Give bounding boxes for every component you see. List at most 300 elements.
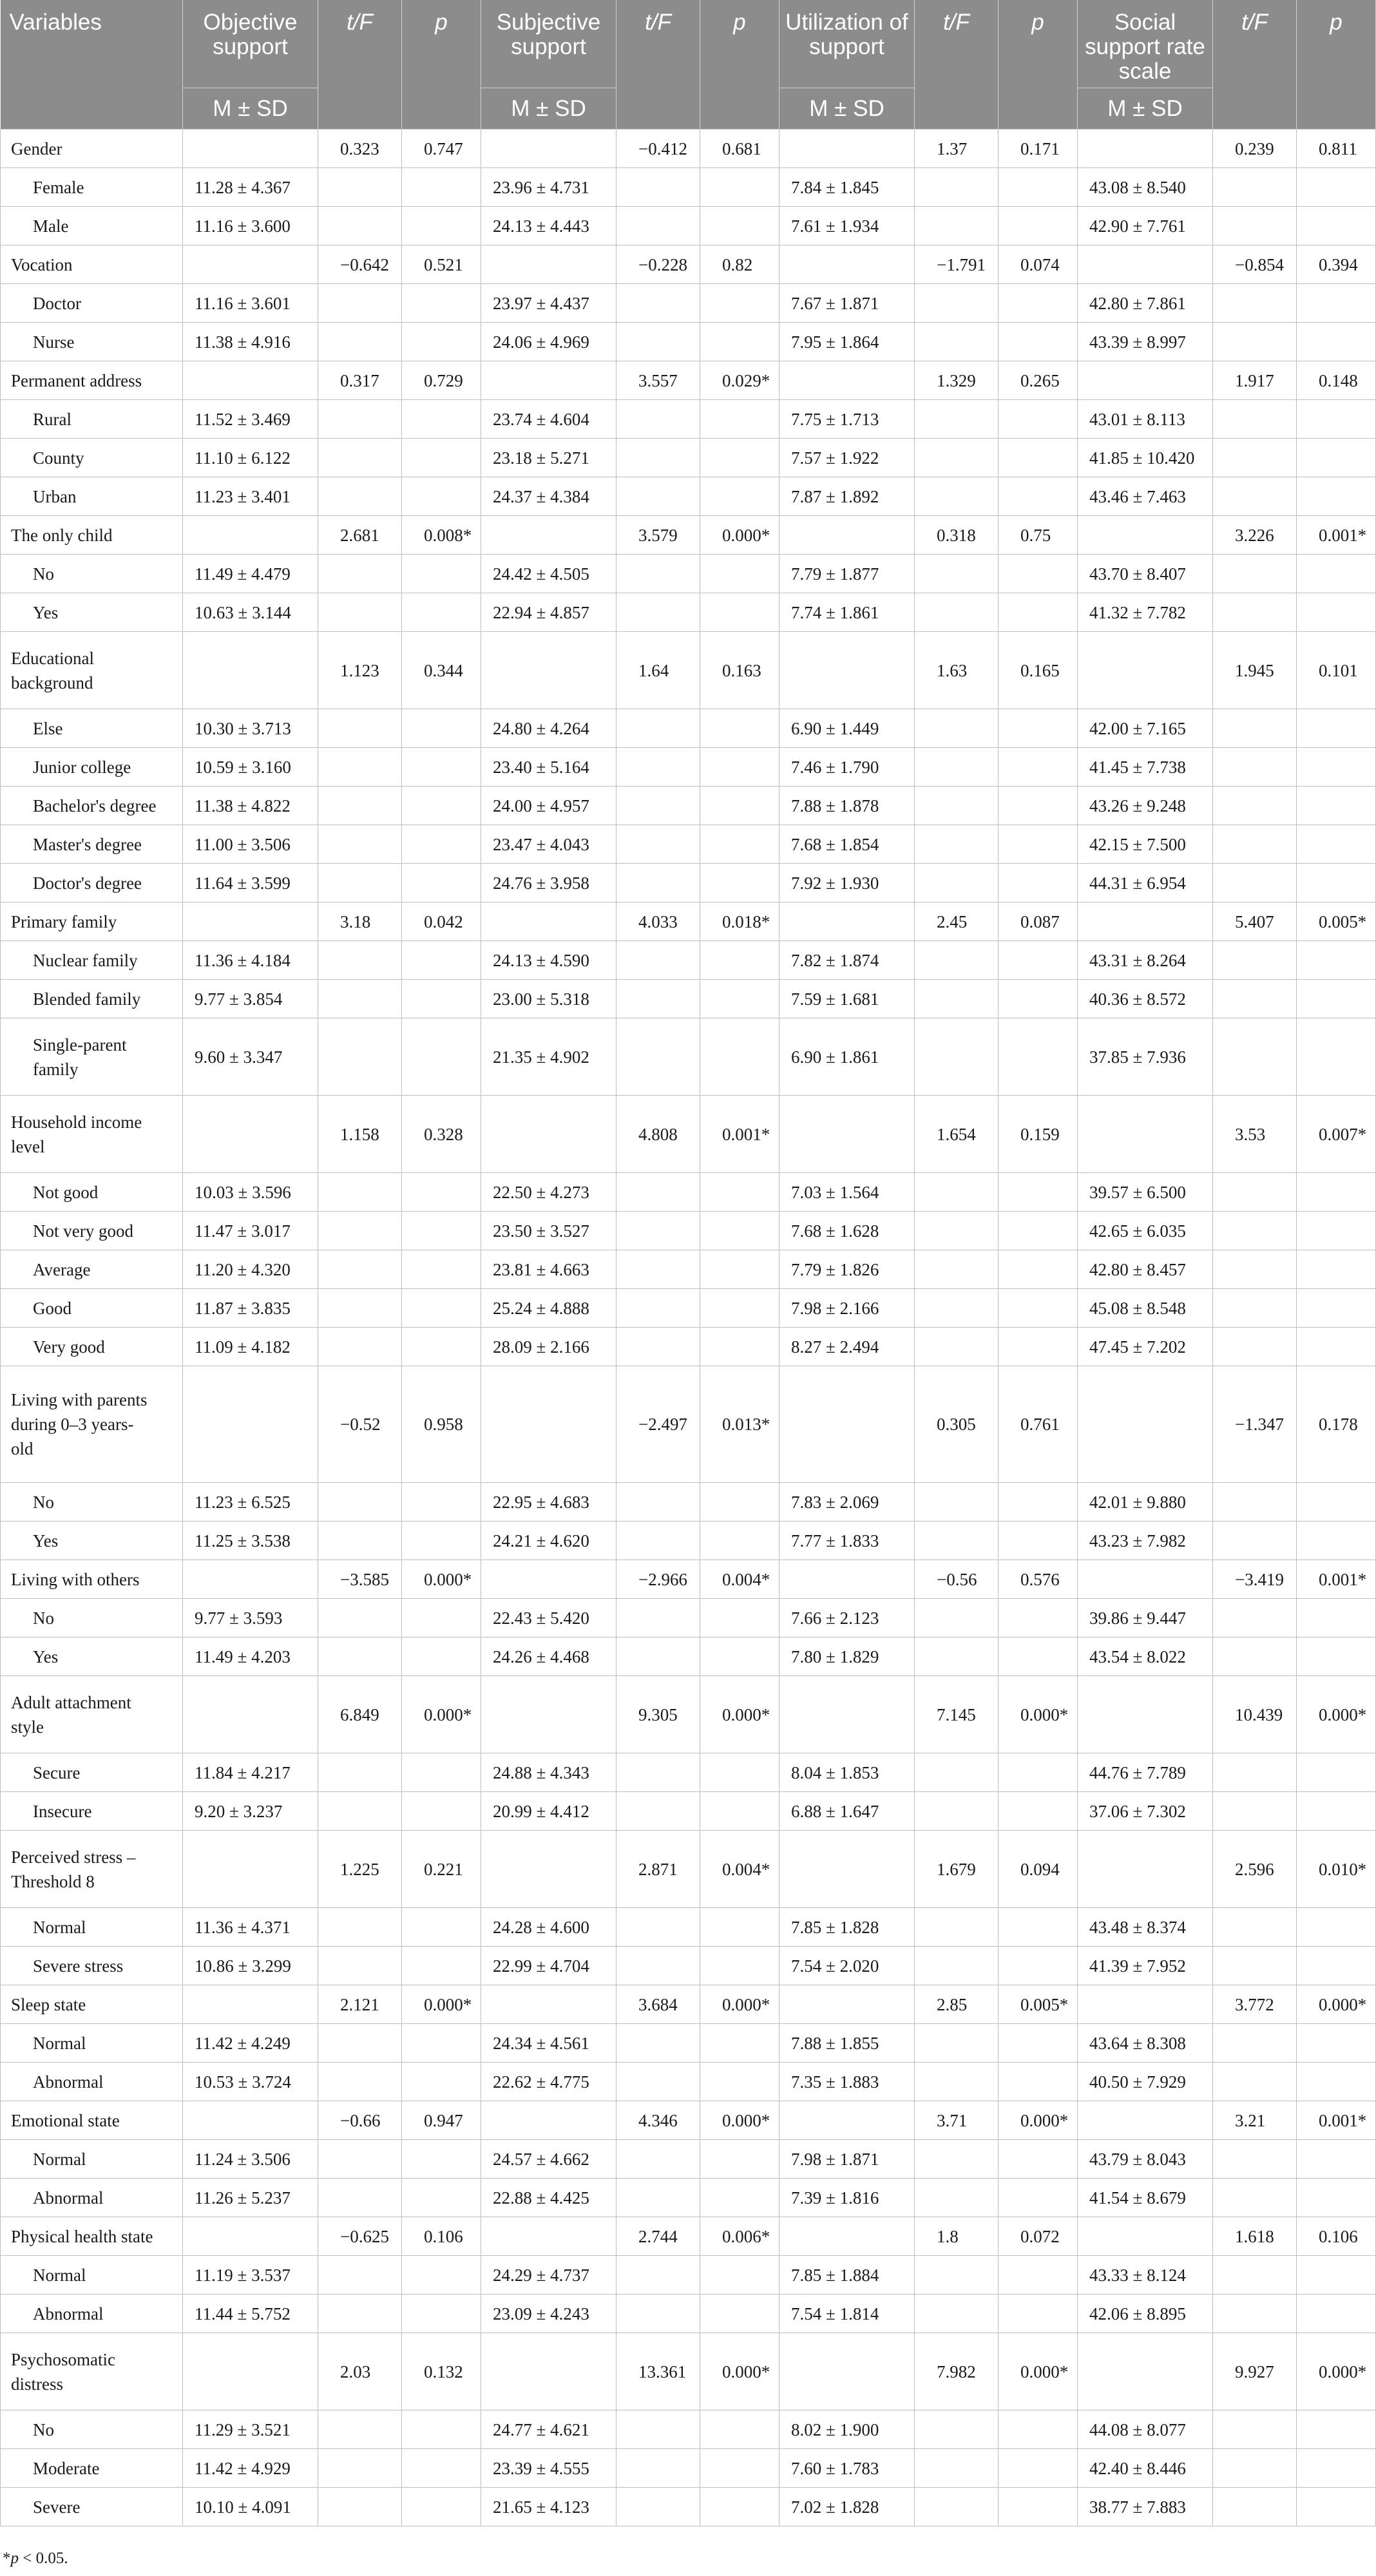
variable-cell: Severe <box>1 2488 183 2526</box>
utilization-msd-cell: 7.61 ± 1.934 <box>779 207 915 245</box>
subjective-tf-cell: −2.497 <box>616 1366 700 1483</box>
social-tf-cell <box>1213 864 1297 902</box>
subjective-p-cell: 0.82 <box>700 245 779 284</box>
social-p-cell <box>1297 593 1376 632</box>
objective-p-cell <box>402 168 481 207</box>
subjective-p-cell <box>700 1908 779 1947</box>
social-msd-cell: 44.08 ± 8.077 <box>1078 2410 1213 2449</box>
social-p-cell <box>1297 323 1376 361</box>
table-header <box>1 0 1376 129</box>
utilization-msd-cell: 7.75 ± 1.713 <box>779 400 915 439</box>
table-row-subgroup <box>1 207 1376 245</box>
utilization-tf-cell <box>915 2024 999 2063</box>
table-row-subgroup <box>1 1173 1376 1212</box>
utilization-p-cell: 0.265 <box>999 361 1078 400</box>
social-tf-cell <box>1213 2256 1297 2295</box>
objective-tf-cell <box>318 1173 402 1212</box>
subjective-p-cell <box>700 2063 779 2101</box>
table-row-group <box>1 1096 1376 1173</box>
header-p-social: p <box>1297 0 1376 129</box>
objective-msd-cell: 11.24 ± 3.506 <box>183 2140 318 2179</box>
objective-tf-cell <box>318 2256 402 2295</box>
utilization-msd-cell: 7.74 ± 1.861 <box>779 593 915 632</box>
variable-cell: Bachelor's degree <box>1 787 183 825</box>
social-p-cell <box>1297 2024 1376 2063</box>
variable-cell: Nurse <box>1 323 183 361</box>
objective-tf-cell <box>318 2449 402 2488</box>
utilization-p-cell: 0.159 <box>999 1096 1078 1173</box>
objective-msd-cell: 10.53 ± 3.724 <box>183 2063 318 2101</box>
subjective-p-cell <box>700 787 779 825</box>
objective-p-cell: 0.344 <box>402 632 481 709</box>
variable-cell: Primary family <box>1 902 183 941</box>
utilization-p-cell <box>999 1792 1078 1831</box>
subjective-p-cell <box>700 323 779 361</box>
subjective-p-cell <box>700 1947 779 1985</box>
subjective-msd-cell: 23.74 ± 4.604 <box>481 400 616 439</box>
objective-msd-cell <box>183 632 318 709</box>
objective-tf-cell <box>318 2140 402 2179</box>
variable-cell: Household income level <box>1 1096 183 1173</box>
table-row-group <box>1 632 1376 709</box>
variable-cell: Secure <box>1 1753 183 1792</box>
subjective-tf-cell <box>616 709 700 748</box>
social-p-cell <box>1297 555 1376 593</box>
variable-cell: Vocation <box>1 245 183 284</box>
utilization-msd-cell: 7.79 ± 1.826 <box>779 1250 915 1289</box>
objective-tf-cell: 1.123 <box>318 632 402 709</box>
social-tf-cell <box>1213 1947 1297 1985</box>
subjective-msd-cell <box>481 1560 616 1599</box>
utilization-msd-cell: 7.46 ± 1.790 <box>779 748 915 787</box>
social-msd-cell <box>1078 632 1213 709</box>
subjective-tf-cell <box>616 284 700 323</box>
table-row-subgroup <box>1 2256 1376 2295</box>
subjective-tf-cell <box>616 1637 700 1676</box>
table-row-subgroup <box>1 2449 1376 2488</box>
objective-msd-cell: 11.42 ± 4.249 <box>183 2024 318 2063</box>
subjective-p-cell <box>700 1018 779 1096</box>
subjective-tf-cell <box>616 825 700 864</box>
subjective-msd-cell <box>481 902 616 941</box>
objective-tf-cell <box>318 1908 402 1947</box>
footnote-text: < 0.05. <box>19 2550 68 2567</box>
utilization-msd-cell <box>779 245 915 284</box>
table-row-subgroup <box>1 2488 1376 2526</box>
subjective-msd-cell: 24.13 ± 4.443 <box>481 207 616 245</box>
objective-p-cell: 0.521 <box>402 245 481 284</box>
variable-cell: Adult attachment style <box>1 1676 183 1753</box>
subjective-p-cell <box>700 593 779 632</box>
utilization-msd-cell: 7.87 ± 1.892 <box>779 477 915 516</box>
variable-cell: Not very good <box>1 1212 183 1250</box>
objective-tf-cell <box>318 284 402 323</box>
social-tf-cell <box>1213 748 1297 787</box>
utilization-msd-cell: 8.02 ± 1.900 <box>779 2410 915 2449</box>
social-msd-cell <box>1078 1831 1213 1908</box>
subjective-msd-cell <box>481 1366 616 1483</box>
utilization-tf-cell <box>915 748 999 787</box>
social-tf-cell <box>1213 168 1297 207</box>
social-msd-cell: 39.57 ± 6.500 <box>1078 1173 1213 1212</box>
objective-msd-cell: 9.60 ± 3.347 <box>183 1018 318 1096</box>
social-tf-cell: 10.439 <box>1213 1676 1297 1753</box>
objective-p-cell <box>402 980 481 1018</box>
social-tf-cell <box>1213 555 1297 593</box>
utilization-msd-cell: 7.92 ± 1.930 <box>779 864 915 902</box>
subjective-p-cell <box>700 1753 779 1792</box>
utilization-msd-cell <box>779 361 915 400</box>
social-p-cell <box>1297 1212 1376 1250</box>
subjective-tf-cell <box>616 1947 700 1985</box>
social-p-cell: 0.000* <box>1297 1676 1376 1753</box>
utilization-msd-cell: 7.85 ± 1.884 <box>779 2256 915 2295</box>
utilization-msd-cell: 7.54 ± 2.020 <box>779 1947 915 1985</box>
utilization-tf-cell <box>915 1250 999 1289</box>
subjective-p-cell <box>700 2295 779 2333</box>
social-msd-cell: 37.06 ± 7.302 <box>1078 1792 1213 1831</box>
objective-p-cell: 0.000* <box>402 1676 481 1753</box>
variable-cell: Urban <box>1 477 183 516</box>
subjective-msd-cell: 22.88 ± 4.425 <box>481 2179 616 2217</box>
table-footnote <box>3 2550 68 2568</box>
objective-p-cell: 0.958 <box>402 1366 481 1483</box>
utilization-p-cell: 0.000* <box>999 2101 1078 2140</box>
table-row-subgroup <box>1 787 1376 825</box>
variable-cell: Blended family <box>1 980 183 1018</box>
objective-tf-cell <box>318 477 402 516</box>
utilization-p-cell: 0.072 <box>999 2217 1078 2256</box>
variable-cell: Very good <box>1 1328 183 1366</box>
utilization-tf-cell <box>915 709 999 748</box>
variable-cell: Rural <box>1 400 183 439</box>
variable-cell: Yes <box>1 593 183 632</box>
objective-msd-cell: 11.25 ± 3.538 <box>183 1522 318 1560</box>
objective-p-cell <box>402 400 481 439</box>
utilization-tf-cell <box>915 323 999 361</box>
subjective-msd-cell: 23.18 ± 5.271 <box>481 439 616 477</box>
objective-tf-cell: 2.121 <box>318 1985 402 2024</box>
subjective-tf-cell <box>616 439 700 477</box>
social-msd-cell: 43.01 ± 8.113 <box>1078 400 1213 439</box>
header-tf-utilization: t/F <box>915 0 999 129</box>
social-p-cell <box>1297 2256 1376 2295</box>
subjective-tf-cell <box>616 1212 700 1250</box>
subjective-tf-cell <box>616 1753 700 1792</box>
utilization-msd-cell <box>779 1985 915 2024</box>
table-row-group <box>1 902 1376 941</box>
objective-tf-cell <box>318 1792 402 1831</box>
subjective-msd-cell: 22.95 ± 4.683 <box>481 1483 616 1522</box>
social-p-cell <box>1297 1599 1376 1637</box>
utilization-tf-cell: 7.982 <box>915 2333 999 2410</box>
objective-tf-cell <box>318 825 402 864</box>
social-p-cell <box>1297 284 1376 323</box>
variable-cell: Abnormal <box>1 2063 183 2101</box>
objective-tf-cell: −0.642 <box>318 245 402 284</box>
objective-msd-cell: 11.16 ± 3.600 <box>183 207 318 245</box>
subjective-msd-cell <box>481 361 616 400</box>
table-row-subgroup <box>1 825 1376 864</box>
utilization-tf-cell: 1.37 <box>915 129 999 168</box>
variable-cell: Nuclear family <box>1 941 183 980</box>
subjective-p-cell <box>700 207 779 245</box>
social-msd-cell: 37.85 ± 7.936 <box>1078 1018 1213 1096</box>
objective-tf-cell: 0.323 <box>318 129 402 168</box>
social-tf-cell <box>1213 709 1297 748</box>
social-tf-cell <box>1213 477 1297 516</box>
subjective-tf-cell <box>616 1483 700 1522</box>
objective-tf-cell: 6.849 <box>318 1676 402 1753</box>
table-row-group <box>1 1366 1376 1483</box>
subjective-msd-cell <box>481 2101 616 2140</box>
objective-msd-cell: 10.10 ± 4.091 <box>183 2488 318 2526</box>
utilization-tf-cell: 1.8 <box>915 2217 999 2256</box>
subjective-tf-cell <box>616 1328 700 1366</box>
variable-cell: Average <box>1 1250 183 1289</box>
objective-p-cell <box>402 2488 481 2526</box>
utilization-msd-cell <box>779 1366 915 1483</box>
variable-cell: Good <box>1 1289 183 1328</box>
utilization-p-cell <box>999 1599 1078 1637</box>
utilization-msd-cell: 7.68 ± 1.628 <box>779 1212 915 1250</box>
utilization-p-cell <box>999 1328 1078 1366</box>
header-msd-objective: M ± SD <box>183 88 318 129</box>
social-p-cell <box>1297 439 1376 477</box>
subjective-tf-cell <box>616 1018 700 1096</box>
subjective-tf-cell: 3.557 <box>616 361 700 400</box>
objective-tf-cell <box>318 593 402 632</box>
utilization-tf-cell: 1.329 <box>915 361 999 400</box>
subjective-tf-cell <box>616 1522 700 1560</box>
subjective-msd-cell: 21.65 ± 4.123 <box>481 2488 616 2526</box>
objective-p-cell <box>402 2256 481 2295</box>
utilization-tf-cell: 3.71 <box>915 2101 999 2140</box>
social-tf-cell: −3.419 <box>1213 1560 1297 1599</box>
utilization-p-cell <box>999 2179 1078 2217</box>
objective-p-cell <box>402 1328 481 1366</box>
utilization-p-cell <box>999 323 1078 361</box>
objective-p-cell <box>402 1483 481 1522</box>
variable-cell: Moderate <box>1 2449 183 2488</box>
utilization-p-cell <box>999 2488 1078 2526</box>
objective-msd-cell <box>183 1831 318 1908</box>
utilization-p-cell: 0.761 <box>999 1366 1078 1483</box>
social-tf-cell <box>1213 284 1297 323</box>
subjective-msd-cell: 24.29 ± 4.737 <box>481 2256 616 2295</box>
utilization-p-cell <box>999 477 1078 516</box>
subjective-tf-cell <box>616 1908 700 1947</box>
objective-tf-cell <box>318 1250 402 1289</box>
subjective-tf-cell <box>616 2024 700 2063</box>
objective-msd-cell: 9.77 ± 3.854 <box>183 980 318 1018</box>
variable-cell: Else <box>1 709 183 748</box>
variable-cell: Sleep state <box>1 1985 183 2024</box>
objective-msd-cell: 11.49 ± 4.203 <box>183 1637 318 1676</box>
objective-p-cell: 0.132 <box>402 2333 481 2410</box>
objective-msd-cell: 11.52 ± 3.469 <box>183 400 318 439</box>
social-msd-cell <box>1078 2101 1213 2140</box>
utilization-tf-cell <box>915 168 999 207</box>
utilization-tf-cell <box>915 2295 999 2333</box>
social-msd-cell: 43.33 ± 8.124 <box>1078 2256 1213 2295</box>
objective-tf-cell <box>318 1599 402 1637</box>
utilization-p-cell <box>999 864 1078 902</box>
social-msd-cell <box>1078 902 1213 941</box>
subjective-p-cell: 0.000* <box>700 516 779 555</box>
social-msd-cell: 42.90 ± 7.761 <box>1078 207 1213 245</box>
variable-cell: Normal <box>1 2024 183 2063</box>
objective-p-cell <box>402 2063 481 2101</box>
objective-p-cell <box>402 1212 481 1250</box>
objective-tf-cell <box>318 748 402 787</box>
subjective-msd-cell: 23.81 ± 4.663 <box>481 1250 616 1289</box>
utilization-tf-cell <box>915 477 999 516</box>
table-row-group <box>1 2101 1376 2140</box>
utilization-p-cell <box>999 168 1078 207</box>
social-tf-cell <box>1213 2179 1297 2217</box>
utilization-tf-cell <box>915 825 999 864</box>
utilization-tf-cell <box>915 1522 999 1560</box>
objective-tf-cell <box>318 980 402 1018</box>
subjective-msd-cell: 24.26 ± 4.468 <box>481 1637 616 1676</box>
variable-cell: Living with parents during 0–3 years- old <box>1 1366 183 1483</box>
header-objective-support: Objective support <box>183 0 318 88</box>
social-tf-cell <box>1213 1599 1297 1637</box>
utilization-p-cell: 0.165 <box>999 632 1078 709</box>
subjective-p-cell <box>700 2449 779 2488</box>
utilization-tf-cell <box>915 2140 999 2179</box>
social-p-cell <box>1297 1637 1376 1676</box>
objective-msd-cell: 10.03 ± 3.596 <box>183 1173 318 1212</box>
subjective-tf-cell <box>616 787 700 825</box>
utilization-p-cell <box>999 207 1078 245</box>
variable-cell: Yes <box>1 1522 183 1560</box>
subjective-p-cell <box>700 1289 779 1328</box>
utilization-tf-cell <box>915 787 999 825</box>
objective-tf-cell <box>318 439 402 477</box>
variable-cell: Not good <box>1 1173 183 1212</box>
objective-p-cell <box>402 1289 481 1328</box>
subjective-msd-cell: 22.94 ± 4.857 <box>481 593 616 632</box>
subjective-msd-cell <box>481 245 616 284</box>
utilization-p-cell <box>999 2256 1078 2295</box>
table-row-subgroup <box>1 709 1376 748</box>
objective-msd-cell: 11.44 ± 5.752 <box>183 2295 318 2333</box>
objective-msd-cell: 11.49 ± 4.479 <box>183 555 318 593</box>
table-row-group <box>1 1560 1376 1599</box>
subjective-tf-cell: 3.579 <box>616 516 700 555</box>
social-p-cell: 0.005* <box>1297 902 1376 941</box>
variable-cell: The only child <box>1 516 183 555</box>
social-tf-cell: 1.618 <box>1213 2217 1297 2256</box>
social-msd-cell: 44.31 ± 6.954 <box>1078 864 1213 902</box>
social-msd-cell: 43.23 ± 7.982 <box>1078 1522 1213 1560</box>
subjective-p-cell <box>700 1173 779 1212</box>
objective-msd-cell: 11.28 ± 4.367 <box>183 168 318 207</box>
subjective-msd-cell <box>481 1831 616 1908</box>
utilization-p-cell <box>999 825 1078 864</box>
subjective-tf-cell <box>616 980 700 1018</box>
objective-p-cell <box>402 787 481 825</box>
subjective-p-cell <box>700 168 779 207</box>
table-row-subgroup <box>1 2140 1376 2179</box>
social-msd-cell <box>1078 1560 1213 1599</box>
objective-p-cell: 0.000* <box>402 1560 481 1599</box>
subjective-p-cell: 0.000* <box>700 1676 779 1753</box>
table-row-subgroup <box>1 1018 1376 1096</box>
objective-tf-cell: −0.52 <box>318 1366 402 1483</box>
social-p-cell: 0.000* <box>1297 2333 1376 2410</box>
social-msd-cell: 41.54 ± 8.679 <box>1078 2179 1213 2217</box>
utilization-tf-cell <box>915 400 999 439</box>
subjective-p-cell: 0.004* <box>700 1831 779 1908</box>
variable-cell: Doctor's degree <box>1 864 183 902</box>
objective-p-cell: 0.106 <box>402 2217 481 2256</box>
utilization-tf-cell: 7.145 <box>915 1676 999 1753</box>
utilization-tf-cell <box>915 1173 999 1212</box>
social-p-cell <box>1297 2410 1376 2449</box>
social-msd-cell: 41.85 ± 10.420 <box>1078 439 1213 477</box>
subjective-msd-cell <box>481 129 616 168</box>
subjective-p-cell <box>700 2024 779 2063</box>
social-tf-cell <box>1213 1637 1297 1676</box>
utilization-msd-cell <box>779 516 915 555</box>
utilization-p-cell <box>999 1018 1078 1096</box>
social-msd-cell: 43.54 ± 8.022 <box>1078 1637 1213 1676</box>
social-msd-cell: 39.86 ± 9.447 <box>1078 1599 1213 1637</box>
social-msd-cell <box>1078 516 1213 555</box>
utilization-tf-cell <box>915 2410 999 2449</box>
social-msd-cell: 41.39 ± 7.952 <box>1078 1947 1213 1985</box>
variable-cell: Male <box>1 207 183 245</box>
objective-tf-cell <box>318 864 402 902</box>
objective-tf-cell <box>318 2410 402 2449</box>
subjective-p-cell: 0.000* <box>700 1985 779 2024</box>
utilization-msd-cell: 7.83 ± 2.069 <box>779 1483 915 1522</box>
variable-cell: Insecure <box>1 1792 183 1831</box>
utilization-tf-cell <box>915 439 999 477</box>
utilization-p-cell: 0.094 <box>999 1831 1078 1908</box>
social-msd-cell: 41.45 ± 7.738 <box>1078 748 1213 787</box>
subjective-tf-cell: 1.64 <box>616 632 700 709</box>
subjective-tf-cell <box>616 2449 700 2488</box>
objective-tf-cell: −0.625 <box>318 2217 402 2256</box>
social-tf-cell <box>1213 2488 1297 2526</box>
social-msd-cell <box>1078 2217 1213 2256</box>
utilization-tf-cell: 2.85 <box>915 1985 999 2024</box>
utilization-p-cell <box>999 1212 1078 1250</box>
objective-tf-cell: −3.585 <box>318 1560 402 1599</box>
utilization-msd-cell: 7.84 ± 1.845 <box>779 168 915 207</box>
subjective-tf-cell <box>616 400 700 439</box>
subjective-p-cell <box>700 864 779 902</box>
objective-tf-cell <box>318 1522 402 1560</box>
social-p-cell <box>1297 1522 1376 1560</box>
utilization-p-cell <box>999 555 1078 593</box>
social-tf-cell: 3.53 <box>1213 1096 1297 1173</box>
social-tf-cell <box>1213 1792 1297 1831</box>
objective-p-cell <box>402 1947 481 1985</box>
social-msd-cell: 38.77 ± 7.883 <box>1078 2488 1213 2526</box>
utilization-msd-cell <box>779 2333 915 2410</box>
subjective-msd-cell: 22.43 ± 5.420 <box>481 1599 616 1637</box>
social-msd-cell: 42.06 ± 8.895 <box>1078 2295 1213 2333</box>
utilization-msd-cell: 7.98 ± 1.871 <box>779 2140 915 2179</box>
objective-tf-cell <box>318 709 402 748</box>
objective-tf-cell <box>318 2488 402 2526</box>
social-p-cell <box>1297 1908 1376 1947</box>
